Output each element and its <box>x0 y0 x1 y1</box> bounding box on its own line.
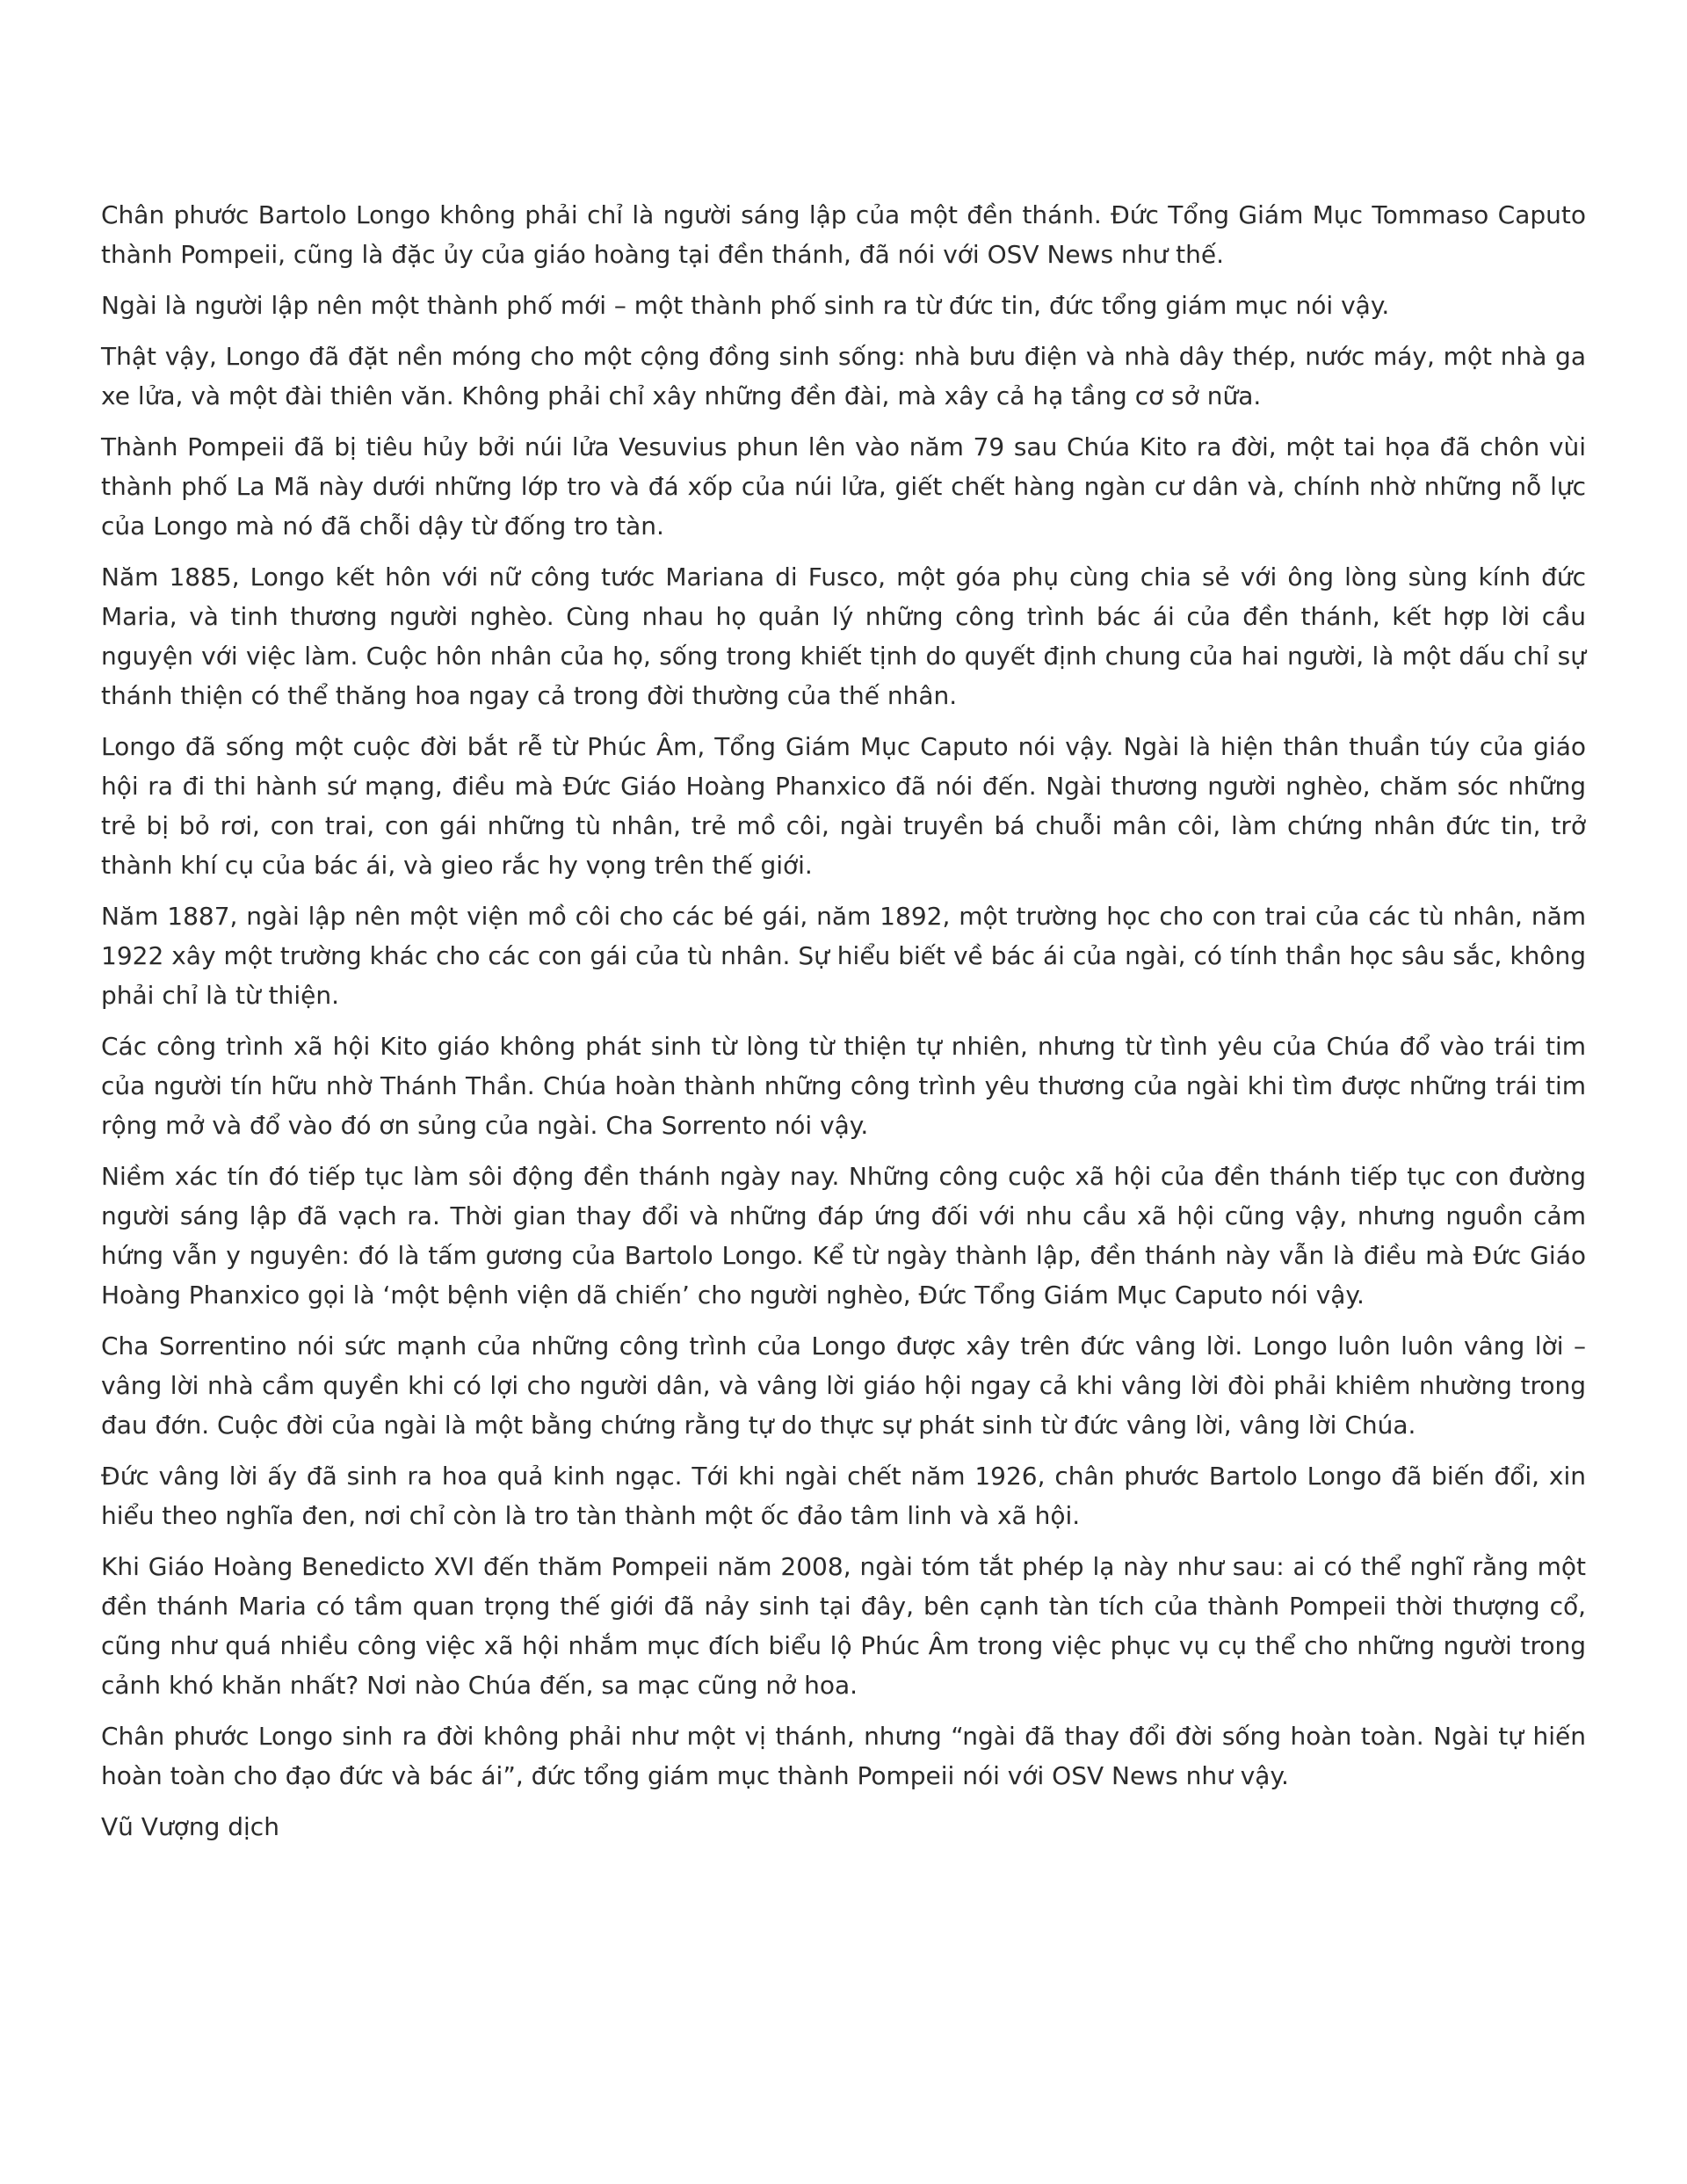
paragraph-11: Đức vâng lời ấy đã sinh ra hoa quả kinh ngạc. Tới khi ngài chết năm 1926, chân phước Bartolo Longo đã biến đổi, xin hiểu theo nghĩa đen, nơi chỉ còn là tro tàn thành một ốc đảo tâm linh và xã hội. <box>101 1462 1586 1530</box>
paragraph-4: Thành Pompeii đã bị tiêu hủy bởi núi lửa Vesuvius phun lên vào năm 79 sau Chúa Kito ra đời, một tai họa đã chôn vùi thành phố La Mã này dưới những lớp tro và đá xốp của núi lửa, giết chết hàng ngàn cư dân và, chính nhờ những nỗ lực của Longo mà nó đã chỗi dậy từ đống tro tàn. <box>101 432 1586 541</box>
paragraph-12: Khi Giáo Hoàng Benedicto XVI đến thăm Pompeii năm 2008, ngài tóm tắt phép lạ này như sau: ai có thể nghĩ rằng một đền thánh Maria có tầm quan trọng thế giới đã nảy sinh tại đây, bên cạnh tàn tích của thành Pompeii thời thượng cổ, cũng như quá nhiều công việc xã hội nhắm mục đích biểu lộ Phúc Âm trong việc phục vụ cụ thể cho những người trong cảnh khó khăn nhất? Nơi nào Chúa đến, sa mạc cũng nở hoa. <box>101 1552 1586 1700</box>
paragraph-1: Chân phước Bartolo Longo không phải chỉ là người sáng lập của một đền thánh. Đức Tổng Giám Mục Tommaso Caputo thành Pompeii, cũng là đặc ủy của giáo hoàng tại đền thánh, đã nói với OSV News như thế. <box>101 200 1586 269</box>
paragraph-13: Chân phước Longo sinh ra đời không phải như một vị thánh, nhưng “ngài đã thay đổi đời sống hoàn toàn. Ngài tự hiến hoàn toàn cho đạo đức và bác ái”, đức tổng giám mục thành Pompeii nói với OSV News như vậy. <box>101 1722 1586 1790</box>
paragraph-6: Longo đã sống một cuộc đời bắt rễ từ Phúc Âm, Tổng Giám Mục Caputo nói vậy. Ngài là hiện thân thuần túy của giáo hội ra đi thi hành sứ mạng, điều mà Đức Giáo Hoàng Phanxico đã nói đến. Ngài thương người nghèo, chăm sóc những trẻ bị bỏ rơi, con trai, con gái những tù nhân, trẻ mồ côi, ngài truyền bá chuỗi mân côi, làm chứng nhân đức tin, trở thành khí cụ của bác ái, và gieo rắc hy vọng trên thế giới. <box>101 732 1586 880</box>
paragraph-2: Ngài là người lập nên một thành phố mới – một thành phố sinh ra từ đức tin, đức tổng giám mục nói vậy. <box>101 291 1390 320</box>
paragraph-8: Các công trình xã hội Kito giáo không phát sinh từ lòng từ thiện tự nhiên, nhưng từ tình yêu của Chúa đổ vào trái tim của người tín hữu nhờ Thánh Thần. Chúa hoàn thành những công trình yêu thương của ngài khi tìm được những trái tim rộng mở và đổ vào đó ơn sủng của ngài. Cha Sorrento nói vậy. <box>101 1032 1586 1140</box>
document-body <box>101 195 1586 1858</box>
paragraph-3: Thật vậy, Longo đã đặt nền móng cho một cộng đồng sinh sống: nhà bưu điện và nhà dây thép, nước máy, một nhà ga xe lửa, và một đài thiên văn. Không phải chỉ xây những đền đài, mà xây cả hạ tầng cơ sở nữa. <box>101 342 1586 410</box>
paragraph-9: Niềm xác tín đó tiếp tục làm sôi động đền thánh ngày nay. Những công cuộc xã hội của đền thánh tiếp tục con đường người sáng lập đã vạch ra. Thời gian thay đổi và những đáp ứng đối với nhu cầu xã hội cũng vậy, nhưng nguồn cảm hứng vẫn y nguyên: đó là tấm gương của Bartolo Longo. Kể từ ngày thành lập, đền thánh này vẫn là điều mà Đức Giáo Hoàng Phanxico gọi là ‘một bệnh viện dã chiến’ cho người nghèo, Đức Tổng Giám Mục Caputo nói vậy. <box>101 1162 1586 1310</box>
translator-signature: Vũ Vượng dịch <box>101 1812 279 1841</box>
paragraph-7: Năm 1887, ngài lập nên một viện mồ côi cho các bé gái, năm 1892, một trường học cho con trai của các tù nhân, năm 1922 xây một trường khác cho các con gái của tù nhân. Sự hiểu biết về bác ái của ngài, có tính thần học sâu sắc, không phải chỉ là từ thiện. <box>101 902 1586 1010</box>
paragraph-5: Năm 1885, Longo kết hôn với nữ công tước Mariana di Fusco, một góa phụ cùng chia sẻ với ông lòng sùng kính đức Maria, và tinh thương người nghèo. Cùng nhau họ quản lý những công trình bác ái của đền thánh, kết hợp lời cầu nguyện với việc làm. Cuộc hôn nhân của họ, sống trong khiết tịnh do quyết định chung của hai người, là một dấu chỉ sự thánh thiện có thể thăng hoa ngay cả trong đời thường của thế nhân. <box>101 562 1586 710</box>
paragraph-10: Cha Sorrentino nói sức mạnh của những công trình của Longo được xây trên đức vâng lời. Longo luôn luôn vâng lời – vâng lời nhà cầm quyền khi có lợi cho người dân, và vâng lời giáo hội ngay cả khi vâng lời đòi phải khiêm nhường trong đau đớn. Cuộc đời của ngài là một bằng chứng rằng tự do thực sự phát sinh từ đức vâng lời, vâng lời Chúa. <box>101 1331 1586 1440</box>
